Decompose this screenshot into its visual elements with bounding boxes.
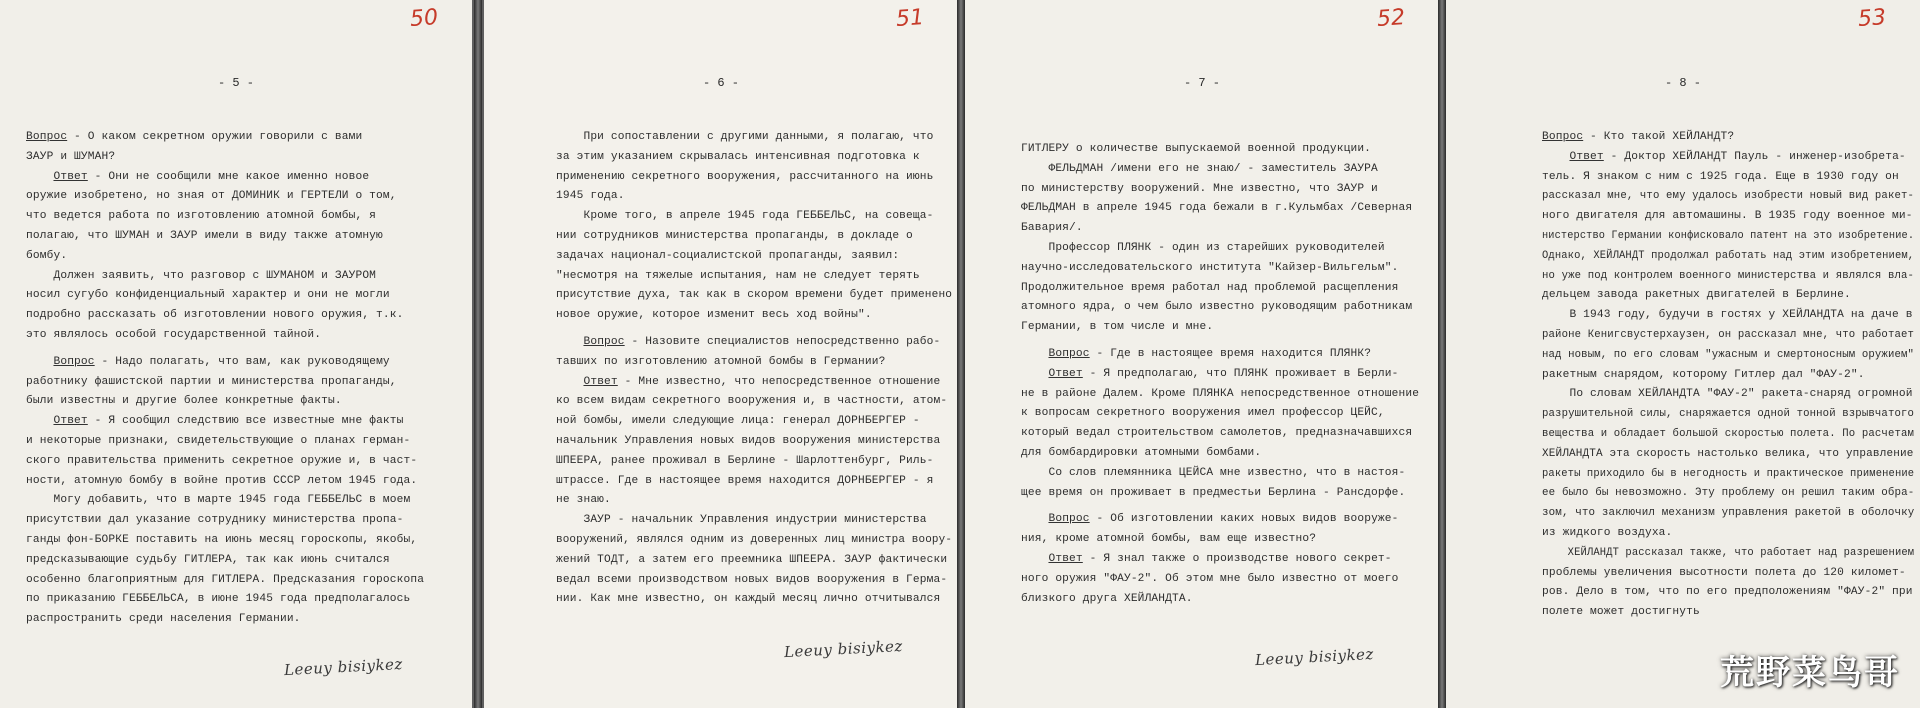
text-line: ного двигателя для автомашины. В 1935 году военное ми-: [1542, 210, 1913, 223]
text-line: ГИТЛЕРУ о количестве выпускаемой военной продукции.: [1021, 143, 1372, 155]
label-underlined: Ответ: [1048, 552, 1083, 565]
text-line: Продолжительное время работал над проблемой расщепления: [1021, 281, 1399, 294]
text-line: работнику фашистской партии и министерства пропаганды,: [26, 375, 397, 388]
page-divider: [1438, 0, 1446, 708]
text-line: Вопрос - Кто такой ХЕЙЛАНДТ?: [1542, 131, 1735, 143]
page-number: - 7 -: [1183, 76, 1220, 90]
text-line: предсказывающие судьбу ГИТЛЕРА, так как июнь считался: [26, 553, 390, 566]
text-line: носил сугубо конфиденциальный характер и они не могли: [26, 289, 390, 302]
text-line: Однако, ХЕЙЛАНДТ продолжал работать над этим изобретением,: [1542, 249, 1915, 262]
folio-number: 52: [1376, 5, 1406, 32]
text-line: зом, что заключил механизм управления ракетой в оболочку: [1542, 507, 1915, 520]
text-line: научно-исследовательского института "Кайзер-Вильгельм".: [1021, 261, 1399, 274]
watermark: 荒野菜鸟哥: [1720, 653, 1900, 693]
folio-number: 51: [895, 5, 925, 32]
text-line: ЗАУР и ШУМАН?: [26, 150, 116, 163]
label-underlined: Вопрос: [26, 131, 68, 143]
text-line: для бомбардировки атомными бомбами.: [1021, 446, 1262, 459]
paragraph-gap: [1021, 338, 1429, 345]
text-line: Ответ - Мне известно, что непосредственное отношение: [583, 375, 941, 388]
signature: Leeuy bisiykez: [283, 654, 404, 680]
text-line: проблемы увеличения высотности полета до 120 километ-: [1542, 566, 1906, 579]
label-underlined: Вопрос: [583, 335, 625, 348]
signature: Leeuy bisiykez: [783, 636, 904, 662]
text-line: полете может достигнуть: [1542, 606, 1700, 619]
text-line: ЗАУР - начальник Управления индустрии министерства: [556, 514, 927, 527]
text-line: но уже под контролем военного министерства и являлся вла-: [1542, 269, 1915, 282]
folio-number: 50: [409, 5, 439, 32]
text-line: ного оружия "ФАУ-2". Об этом мне было известно от моего: [1021, 572, 1399, 585]
text-line: щее время он проживает в предместьи Берлина - Рансдорфе.: [1021, 486, 1406, 499]
text-line: новое оружие, которое изменит весь ход войны".: [556, 309, 872, 322]
text-line: это являлось особой государственной тайной.: [26, 328, 322, 341]
text-line: Вопрос - Назовите специалистов непосредственно рабо-: [583, 335, 941, 348]
text-line: ко всем видам секретного вооружения и, в частности, атом-: [556, 395, 948, 408]
text-line: ракетным снарядом, которому Гитлер дал "ФАУ-2".: [1542, 368, 1865, 381]
text-line: полагаю, что ШУМАН и ЗАУР имели в виду также атомную: [26, 229, 383, 242]
text-line: задачах национал-социалистской пропаганды, заявил:: [556, 249, 900, 262]
text-line: 1945 года.: [556, 190, 625, 203]
text-line: бомбу.: [26, 249, 68, 262]
page-number: - 6 -: [702, 76, 739, 90]
text-line: атомного ядра, о чем было известно руководящим работникам: [1021, 301, 1413, 314]
text-line: Должен заявить, что разговор с ШУМАНОМ и ЗАУРОМ: [26, 269, 377, 282]
label-underlined: Вопрос: [1048, 513, 1090, 526]
text-line: присутствие духа, так как в скором времени будет применено: [556, 289, 953, 302]
page-8: [1446, 0, 1920, 708]
text-line: штрассе. Где в настоящее время находится ДОРНБЕРГЕР - я: [556, 474, 934, 487]
text-line: Ответ - Я предполагаю, что ПЛЯНК проживает в Берли-: [1048, 367, 1399, 380]
text-line: близкого друга ХЕЙЛАНДТА.: [1021, 592, 1193, 605]
page-text: [556, 128, 953, 610]
text-line: ния, кроме атомной бомбы, вам еще известно?: [1021, 533, 1317, 546]
text-line: применению секретного вооружения, рассчитанного на июнь: [556, 170, 934, 183]
text-line: ракеты приходило бы в негодность и практическое применение: [1542, 467, 1915, 480]
text-line: разрушительной силы, снаряжается одной тонной взрывчатого: [1542, 408, 1915, 421]
page-number: - 8 -: [1664, 76, 1701, 90]
text-line: не знаю.: [556, 494, 611, 507]
page-divider: [474, 0, 482, 708]
page-divider: [957, 0, 965, 708]
text-line: вещества и обладает большой скоростью полета. По расчетам: [1542, 427, 1915, 440]
text-line: ности, атомную бомбу в войне против СССР летом 1945 года.: [26, 474, 418, 487]
text-line: по приказанию ГЕББЕЛЬСА, в июне 1945 года предполагалось: [26, 593, 411, 606]
label-underlined: Ответ: [1048, 367, 1083, 380]
text-line: Профессор ПЛЯНК - один из старейших руководителей: [1021, 241, 1385, 254]
text-line: присутствии дал указание сотруднику министерства пропа-: [26, 514, 404, 527]
text-line: подробно рассказать об изготовлении нового оружия, т.к.: [26, 309, 404, 322]
text-line: Ответ - Доктор ХЕЙЛАНДТ Пауль - инженер-изобрета-: [1569, 150, 1906, 163]
text-line: начальник Управления новых видов вооружения министерства: [556, 434, 941, 447]
text-line: "несмотря на тяжелые испытания, нам не следует терять: [556, 269, 920, 282]
text-line: над новым, по его словам "ужасным и смертоносным оружием": [1542, 348, 1915, 361]
text-line: который ведал строительством самолетов, предназначавшихся: [1021, 427, 1413, 440]
text-line: ной бомбы, имели следующие лица: генерал ДОРНБЕРГЕР -: [556, 415, 920, 428]
label-underlined: Вопрос: [1048, 347, 1090, 360]
paragraph-gap: [556, 326, 948, 333]
text-line: Со слов племянника ЦЕЙСА мне известно, что в настоя-: [1021, 466, 1406, 479]
text-line: и некоторые признаки, свидетельствующие о планах герман-: [26, 434, 411, 447]
page-5: [0, 0, 472, 708]
text-line: ров. Дело в том, что по его предположениям "ФАУ-2" при: [1542, 586, 1913, 599]
text-line: распространить среди населения Германии.: [26, 613, 301, 626]
text-line: оружие изобретено, но зная от ДОМИНИК и ГЕРТЕЛИ о том,: [26, 190, 397, 203]
page-text: [26, 128, 462, 630]
signature: Leeuy bisiykez: [1254, 644, 1375, 670]
folio-number: 53: [1857, 5, 1887, 32]
text-line: нии. Как мне известно, он каждый месяц лично отчитывался: [556, 593, 941, 606]
page-6: [484, 0, 958, 708]
text-line: не в районе Далем. Кроме ПЛЯНКА непосредственное отношение: [1021, 387, 1420, 400]
text-line: нии сотрудников министерства пропаганды, в докладе о: [556, 229, 913, 242]
text-line: тель. Я знаком с ним с 1925 года. Еще в 1930 году он: [1542, 170, 1899, 183]
text-line: ведал всеми производством новых видов вооружения в Герма-: [556, 573, 948, 586]
text-line: Вопрос - Где в настоящее время находится ПЛЯНК?: [1048, 347, 1372, 360]
text-line: Ответ - Я сообщил следствию все известные мне факты: [53, 415, 404, 428]
text-line: ганды фон-БОРКЕ поставить на июнь месяц гороскопы, якобы,: [26, 533, 418, 546]
text-line: ХЕЙЛАНДТ рассказал также, что работает над разрешением: [1542, 546, 1915, 559]
text-line: Германии, в том числе и мне.: [1021, 321, 1214, 334]
text-line: Кроме того, в апреле 1945 года ГЕББЕЛЬС, на совеща-: [556, 210, 934, 223]
text-line: При сопоставлении с другими данными, я полагаю, что: [556, 131, 934, 143]
text-line: Вопрос - О каком секретном оружии говорили с вами: [26, 131, 363, 143]
text-line: ФЕЛЬДМАН в апреле 1945 года бежали в г.Кульмбах /Северная: [1021, 202, 1413, 215]
text-line: из жидкого воздуха.: [1542, 526, 1673, 539]
label-underlined: Ответ: [583, 375, 618, 388]
page-7: [965, 0, 1439, 708]
text-line: ХЕЙЛАНДТА эта скорость настолько велика, что управление: [1542, 447, 1914, 460]
text-line: Бавария/.: [1021, 222, 1083, 235]
text-line: по министерству вооружений. Мне известно, что ЗАУР и: [1021, 182, 1378, 195]
text-line: В 1943 году, будучи в гостях у ХЕЙЛАНДТА на даче в: [1542, 309, 1913, 322]
text-line: тавших по изготовлению атомной бомбы в Германии?: [556, 355, 886, 368]
label-underlined: Ответ: [1569, 150, 1604, 163]
page-text: [1021, 140, 1429, 609]
text-line: что ведется работа по изготовлению атомной бомбы, я: [26, 210, 377, 223]
text-line: Ответ - Они не сообщили мне какое именно новое: [53, 170, 370, 183]
page-number: - 5 -: [217, 76, 254, 90]
text-line: ФЕЛЬДМАН /имени его не знаю/ - заместитель ЗАУРА: [1021, 162, 1378, 175]
text-line: ее было бы невозможно. Эту проблему он решил таким обра-: [1542, 487, 1915, 500]
text-line: рассказал мне, что ему удалось изобрести новый вид ракет-: [1542, 190, 1915, 203]
text-line: районе Кенигсвустерхаузен, он рассказал мне, что работает: [1542, 328, 1915, 341]
text-line: были известны и другие более конкретные факты.: [26, 395, 342, 408]
text-line: нистерство Германии конфисковало патент на это изобретение.: [1542, 229, 1915, 242]
text-line: жений ТОДТ, а затем его преемника ШПЕЕРА. ЗАУР фактически: [556, 553, 948, 566]
text-line: По словам ХЕЙЛАНДТА "ФАУ-2" ракета-снаряд огромной: [1542, 388, 1913, 401]
text-line: вооружений, являлся одним из доверенных лиц министра воору-: [556, 533, 953, 546]
text-line: к вопросам секретного вооружения имел профессор ЦЕЙС,: [1021, 407, 1385, 420]
text-line: Могу добавить, что в марте 1945 года ГЕББЕЛЬС в моем: [26, 494, 411, 507]
label-underlined: Вопрос: [1542, 131, 1584, 143]
paragraph-gap: [1021, 503, 1429, 510]
text-line: ского правительства применить секретное оружие и, в част-: [26, 454, 418, 467]
text-line: Вопрос - Об изготовлении каких новых видов вооруже-: [1048, 513, 1399, 526]
label-underlined: Вопрос: [53, 355, 95, 368]
text-line: ШПЕЕРА, ранее проживал в Берлине - Шарлоттенбург, Риль-: [556, 454, 934, 467]
text-line: Ответ - Я знал также о производстве нового секрет-: [1048, 552, 1392, 565]
page-text: [1542, 128, 1915, 623]
text-line: особенно благоприятным для ГИТЛЕРА. Предсказания гороскопа: [26, 573, 425, 586]
text-line: дельцем завода ракетных двигателей в Берлине.: [1542, 289, 1851, 302]
label-underlined: Ответ: [53, 170, 88, 183]
paragraph-gap: [26, 346, 462, 353]
label-underlined: Ответ: [53, 415, 88, 428]
text-line: за этим указанием скрывалась интенсивная подготовка к: [556, 150, 920, 163]
text-line: Вопрос - Надо полагать, что вам, как руководящему: [53, 355, 390, 368]
